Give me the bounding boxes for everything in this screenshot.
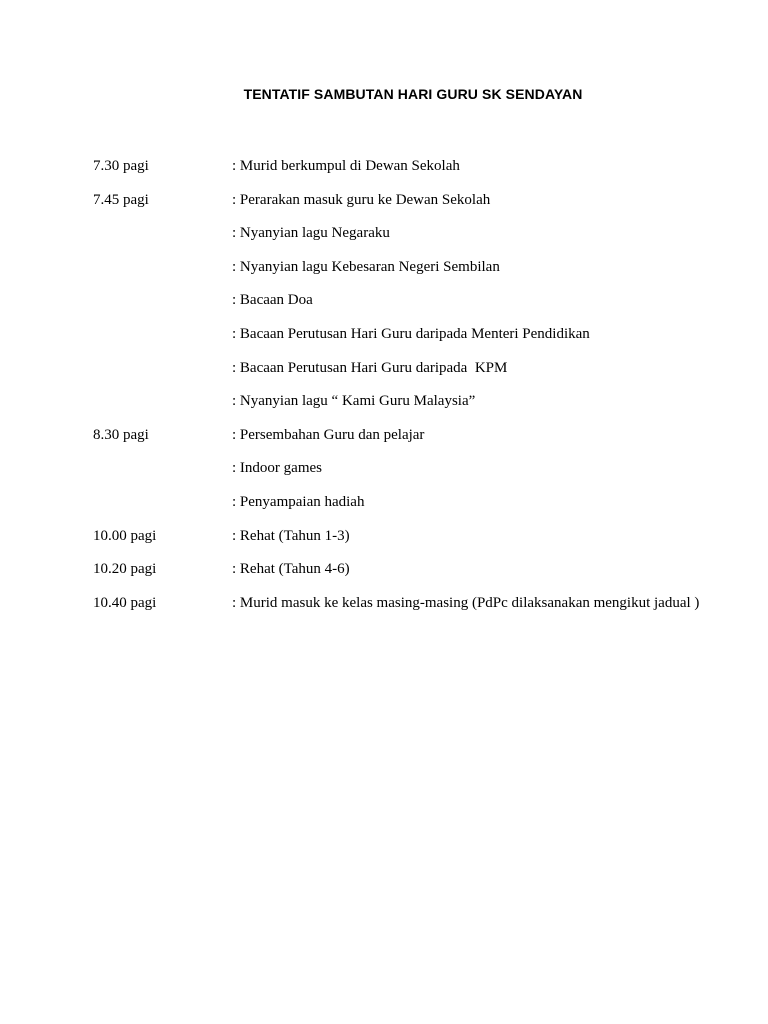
- schedule-time: 10.00 pagi: [93, 527, 157, 544]
- schedule-row: [93, 492, 753, 526]
- schedule-row: [93, 559, 753, 593]
- schedule-row: [93, 593, 753, 627]
- schedule-row: [93, 156, 753, 190]
- schedule-activity: : Rehat (Tahun 1-3): [232, 527, 350, 544]
- schedule-activity: : Bacaan Doa: [232, 292, 313, 309]
- schedule-activity: : Bacaan Perutusan Hari Guru daripada KPM: [232, 359, 508, 376]
- schedule-activity: : Nyanyian lagu “ Kami Guru Malaysia”: [232, 393, 476, 410]
- schedule-activity: : Rehat (Tahun 4-6): [232, 561, 350, 578]
- schedule-time: 10.40 pagi: [93, 594, 157, 611]
- schedule-activity: : Bacaan Perutusan Hari Guru daripada Menteri Pendidikan: [232, 325, 590, 342]
- schedule-list: [93, 156, 753, 626]
- document-title: TENTATIF SAMBUTAN HARI GURU SK SENDAYAN: [243, 86, 583, 102]
- schedule-row: [93, 223, 753, 257]
- schedule-activity: : Nyanyian lagu Kebesaran Negeri Sembilan: [232, 258, 500, 275]
- schedule-row: [93, 425, 753, 459]
- schedule-row: [93, 458, 753, 492]
- schedule-time: 7.45 pagi: [93, 191, 149, 208]
- schedule-activity: : Persembahan Guru dan pelajar: [232, 426, 425, 443]
- schedule-time: 10.20 pagi: [93, 561, 157, 578]
- schedule-row: [93, 324, 753, 358]
- schedule-activity: : Perarakan masuk guru ke Dewan Sekolah: [232, 191, 491, 208]
- schedule-row: [93, 190, 753, 224]
- schedule-activity: : Nyanyian lagu Negaraku: [232, 225, 390, 242]
- schedule-row: [93, 290, 753, 324]
- schedule-time: 8.30 pagi: [93, 426, 149, 443]
- schedule-activity: : Indoor games: [232, 460, 322, 477]
- schedule-activity: : Murid berkumpul di Dewan Sekolah: [232, 158, 460, 174]
- schedule-activity: : Penyampaian hadiah: [232, 493, 365, 510]
- schedule-time: 7.30 pagi: [93, 158, 149, 174]
- schedule-row: [93, 526, 753, 560]
- schedule-row: [93, 391, 753, 425]
- schedule-activity: : Murid masuk ke kelas masing-masing (PdPc dilaksanakan mengikut jadual ): [232, 594, 700, 611]
- schedule-row: [93, 257, 753, 291]
- schedule-row: [93, 358, 753, 392]
